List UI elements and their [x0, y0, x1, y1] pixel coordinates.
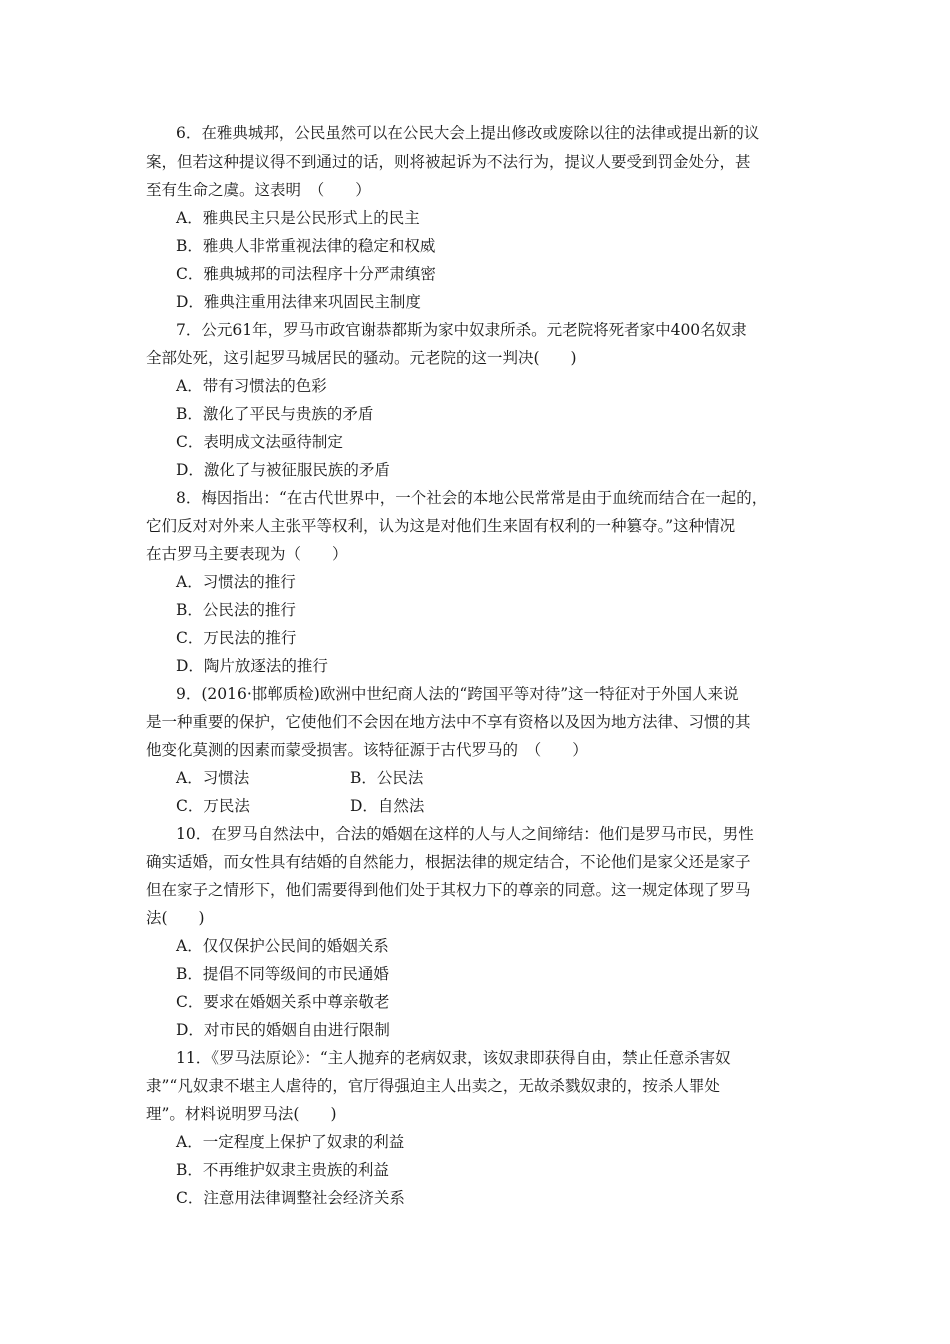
question-9-line-3: 他变化莫测的因素而蒙受损害。该特征源于古代罗马的 （ ） [146, 741, 588, 759]
question-6-line-2: 案，但若这种提议得不到通过的话，则将被起诉为不法行为，提议人要受到罚金处分，甚 [146, 153, 751, 171]
question-9-option-a: A．习惯法 [176, 769, 250, 787]
question-6-line-1: 6．在雅典城邦，公民虽然可以在公民大会上提出修改或废除以往的法律或提出新的议 [176, 124, 760, 142]
question-11-option-b: B．不再维护奴隶主贵族的利益 [176, 1161, 389, 1179]
question-9-option-c: C．万民法 [176, 797, 250, 815]
question-6-line-3: 至有生命之虞。这表明 （ ） [146, 181, 371, 199]
question-9-option-d: D．自然法 [350, 797, 425, 815]
question-9-option-b: B．公民法 [350, 769, 424, 787]
question-8-option-c: C．万民法的推行 [176, 629, 297, 647]
question-8-line-3: 在古罗马主要表现为（ ） [146, 545, 348, 563]
question-8-option-a: A．习惯法的推行 [176, 573, 296, 591]
question-11-line-3: 理”。材料说明罗马法( ) [146, 1105, 337, 1123]
question-10-option-d: D．对市民的婚姻自由进行限制 [176, 1021, 390, 1039]
question-8-option-b: B．公民法的推行 [176, 601, 296, 619]
question-10-line-2: 确实适婚，而女性具有结婚的自然能力，根据法律的规定结合，不论他们是家父还是家子 [146, 853, 751, 871]
question-6-option-b: B．雅典人非常重视法律的稳定和权威 [176, 237, 436, 255]
question-7-option-c: C．表明成文法亟待制定 [176, 433, 343, 451]
question-7-line-2: 全部处死，这引起罗马城居民的骚动。元老院的这一判决( ) [146, 349, 577, 367]
question-10-option-c: C．要求在婚姻关系中尊亲敬老 [176, 993, 390, 1011]
question-8-option-d: D．陶片放逐法的推行 [176, 657, 328, 675]
question-7-option-d: D．激化了与被征服民族的矛盾 [176, 461, 390, 479]
question-11-option-a: A．一定程度上保护了奴隶的利益 [176, 1133, 405, 1151]
question-7-option-b: B．激化了平民与贵族的矛盾 [176, 405, 374, 423]
question-10-line-4: 法( ) [146, 909, 205, 927]
question-7-option-a: A．带有习惯法的色彩 [176, 377, 327, 395]
question-6-option-a: A．雅典民主只是公民形式上的民主 [176, 209, 420, 227]
question-7-line-1: 7．公元61年，罗马市政官谢恭都斯为家中奴隶所杀。元老院将死者家中400名奴隶 [176, 321, 747, 339]
question-9-line-2: 是一种重要的保护，它使他们不会因在地方法中不享有资格以及因为地方法律、习惯的其 [146, 713, 751, 731]
question-10-option-a: A．仅仅保护公民间的婚姻关系 [176, 937, 389, 955]
question-11-line-1: 11．《罗马法原论》：“主人抛弃的老病奴隶，该奴隶即获得自由，禁止任意杀害奴 [176, 1049, 731, 1067]
question-9-line-1: 9．(2016·邯郸质检)欧洲中世纪商人法的“跨国平等对待”这一特征对于外国人来说 [176, 685, 739, 703]
question-11-option-c: C．注意用法律调整社会经济关系 [176, 1189, 405, 1207]
question-6-option-d: D．雅典注重用法律来巩固民主制度 [176, 293, 421, 311]
question-11-line-2: 隶”“凡奴隶不堪主人虐待的，官厅得强迫主人出卖之，无故杀戮奴隶的，按杀人罪处 [146, 1077, 720, 1095]
question-8-line-1: 8．梅因指出：“在古代世界中，一个社会的本地公民常常是由于血统而结合在一起的， [176, 489, 768, 507]
question-8-line-2: 它们反对对外来人主张平等权利，认为这是对他们生来固有权利的一种篡夺。”这种情况 [146, 517, 736, 535]
question-10-line-1: 10．在罗马自然法中，合法的婚姻在这样的人与人之间缔结：他们是罗马市民，男性 [176, 825, 754, 843]
question-10-option-b: B．提倡不同等级间的市民通婚 [176, 965, 389, 983]
question-10-line-3: 但在家子之情形下，他们需要得到他们处于其权力下的尊亲的同意。这一规定体现了罗马 [146, 881, 751, 899]
question-6-option-c: C．雅典城邦的司法程序十分严肃缜密 [176, 265, 436, 283]
